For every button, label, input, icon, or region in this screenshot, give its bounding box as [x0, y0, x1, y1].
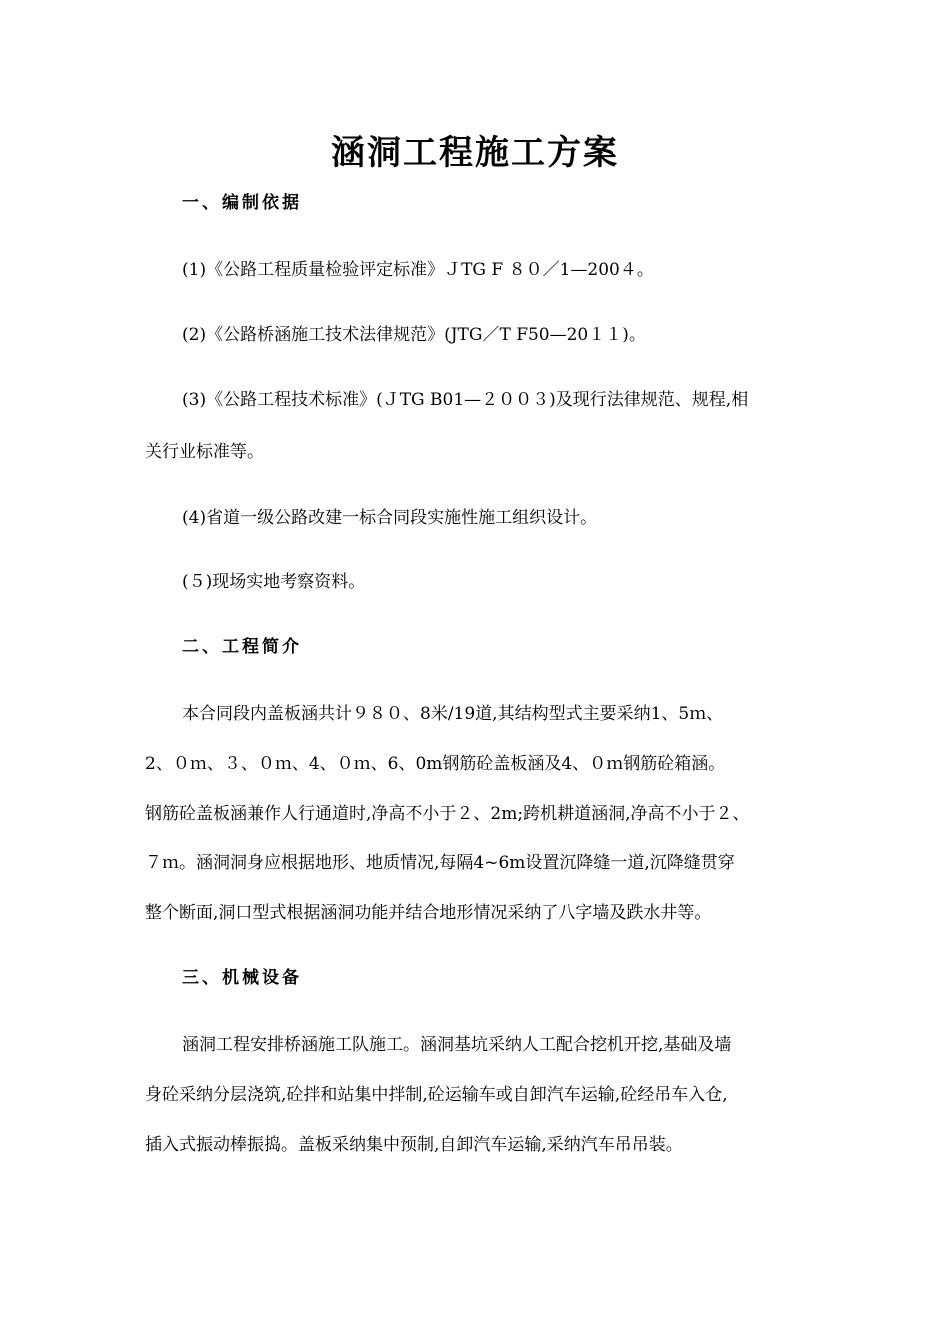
paragraph-line: (2)《公路桥涵施工技术法律规范》(JTG／T F50—20１１)。 [182, 325, 646, 345]
paragraph-line: 插入式振动棒振捣。盖板采纳集中预制,自卸汽车运输,采纳汽车吊吊装。 [145, 1135, 683, 1155]
paragraph-line: (1)《公路工程质量检验评定标准》ＪTG F ８０／1—200４。 [182, 260, 654, 280]
section-heading-overview: 二、工程简介 [182, 637, 302, 657]
section-heading-equipment: 三、机械设备 [182, 968, 302, 988]
paragraph-line: (3)《公路工程技术标准》(ＪTG B01—２００３)及现行法律规范、规程,相 [182, 390, 749, 410]
paragraph-line: ７ｍ。涵洞洞身应根据地形、地质情况,每隔4~6m设置沉降缝一道,沉降缝贯穿 [145, 853, 735, 873]
section-heading-basis: 一、编制依据 [182, 193, 302, 213]
paragraph-line: 涵洞工程安排桥涵施工队施工。涵洞基坑采纳人工配合挖机开挖,基础及墙 [182, 1035, 732, 1055]
paragraph-line: 本合同段内盖板涵共计９８０、8米/19道,其结构型式主要采纳1、5ｍ、 [182, 704, 724, 724]
paragraph-line: (５)现场实地考察资料。 [182, 572, 366, 592]
paragraph-line: 关行业标准等。 [145, 442, 264, 462]
paragraph-line: (4)省道一级公路改建一标合同段实施性施工组织设计。 [182, 508, 598, 528]
paragraph-line: 钢筋砼盖板涵兼作人行通道时,净高不小于２、2m;跨机耕道涵洞,净高不小于２、 [145, 804, 750, 824]
paragraph-line: 整个断面,洞口型式根据涵洞功能并结合地形情况采纳了八字墙及跌水井等。 [145, 903, 712, 923]
document-title: 涵洞工程施工方案 [331, 133, 619, 173]
paragraph-line: 身砼采纳分层浇筑,砼拌和站集中拌制,砼运输车或自卸汽车运输,砼经吊车入仓, [145, 1085, 728, 1105]
paragraph-line: 2、０ｍ、３、０ｍ、4、０ｍ、6、0m钢筋砼盖板涵及4、０ｍ钢筋砼箱涵。 [145, 754, 726, 774]
